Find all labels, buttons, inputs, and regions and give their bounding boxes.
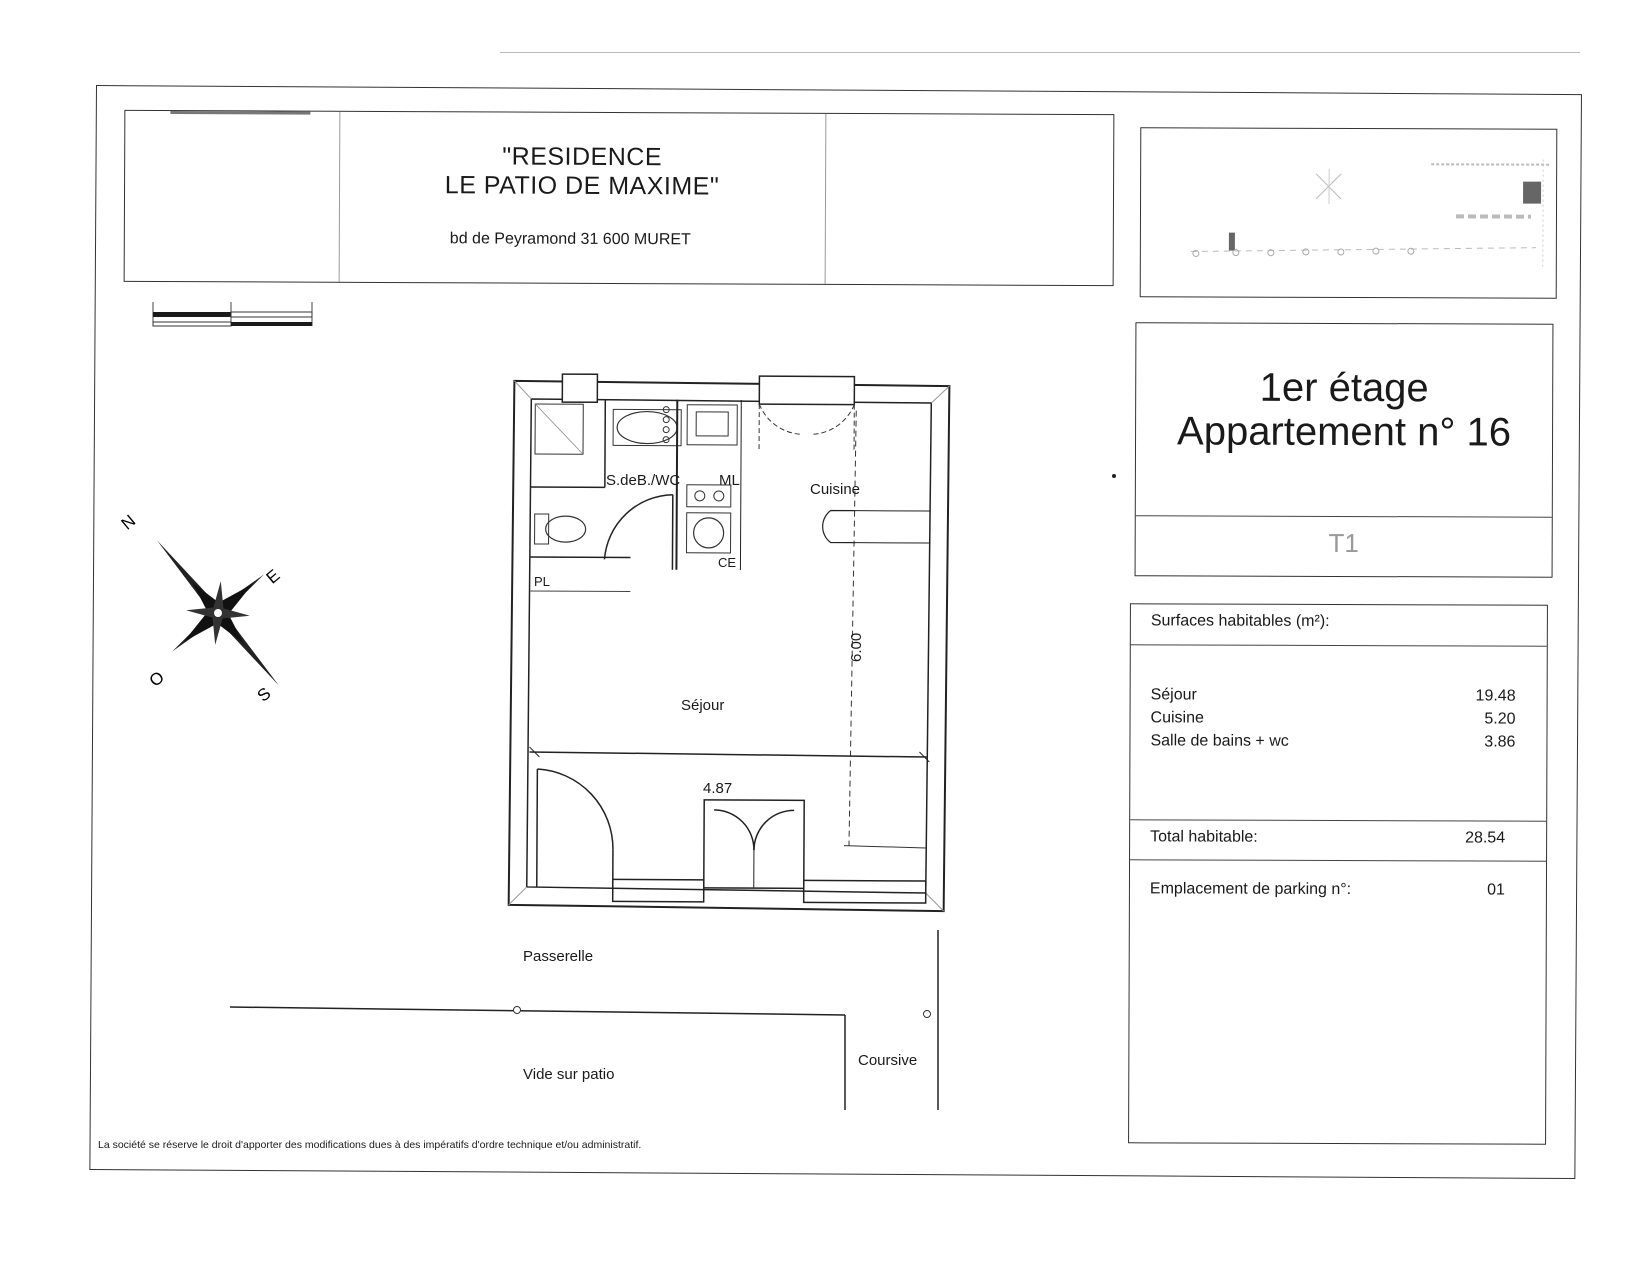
key-plan-sketch	[1141, 128, 1559, 299]
surface-row	[1151, 686, 1516, 710]
label-void: Vide sur patio	[523, 1066, 615, 1083]
room-label-kitchen: Cuisine	[810, 481, 861, 498]
surfaces-heading: Surfaces habitables (m²):	[1150, 612, 1330, 630]
surface-row-label: Salle de bains + wc	[1150, 732, 1289, 750]
surface-row-value: 19.48	[1475, 687, 1516, 705]
surface-row	[1150, 709, 1515, 733]
surface-row	[1150, 732, 1515, 756]
compass-rose	[108, 500, 298, 710]
room-label-cupboard: PL	[534, 574, 550, 589]
room-label-living: Séjour	[681, 697, 725, 714]
floor-plan	[500, 370, 960, 930]
floor-label: 1er étage	[1259, 365, 1429, 411]
total-value: 28.54	[1465, 829, 1506, 847]
compass-star-icon	[108, 500, 298, 710]
total-label: Total habitable:	[1150, 828, 1258, 846]
surface-row-value: 5.20	[1484, 710, 1516, 728]
unit-info-box	[1135, 322, 1554, 577]
top-scan-line	[500, 52, 1580, 53]
compass-north: N	[117, 511, 140, 534]
total-divider-bottom	[1130, 859, 1546, 861]
surfaces-box	[1128, 603, 1548, 1144]
surface-row-value: 3.86	[1484, 733, 1516, 751]
unit-type-divider	[1136, 515, 1552, 517]
scale-bar	[152, 300, 314, 330]
scale-bar-graphic	[152, 300, 314, 330]
dimension-depth: 6.00	[848, 632, 865, 662]
label-gallery: Coursive	[858, 1052, 918, 1069]
parking-label: Emplacement de parking n°:	[1149, 880, 1352, 899]
label-walkway: Passerelle	[523, 948, 594, 965]
surfaces-list	[1150, 686, 1515, 756]
surfaces-heading-divider	[1131, 644, 1547, 646]
key-plan-box	[1140, 127, 1558, 298]
residence-title-line2: LE PATIO DE MAXIME"	[444, 171, 720, 201]
parking-row	[1150, 880, 1505, 904]
dimension-width: 4.87	[703, 780, 733, 797]
compass-south: S	[253, 683, 275, 706]
compass-east: E	[262, 565, 284, 588]
disclaimer-text: La société se réserve le droit d'apporter des modifications dues à des impératifs d'ordre technique et/ou administratif.	[98, 1139, 642, 1151]
stray-dot	[1112, 474, 1116, 478]
unit-type: T1	[1328, 527, 1359, 559]
floor-plan-drawing	[500, 370, 960, 930]
surface-row-label: Séjour	[1150, 686, 1197, 704]
title-corner-mark	[170, 111, 310, 115]
room-label-water-heater: CE	[718, 555, 737, 570]
residence-title-line1: "RESIDENCE	[502, 142, 663, 172]
total-row	[1150, 828, 1505, 852]
residence-address: bd de Peyramond 31 600 MURET	[449, 230, 691, 249]
room-label-washer: ML	[719, 472, 740, 489]
apartment-label: Appartement n° 16	[1176, 409, 1512, 455]
compass-west: O	[145, 667, 168, 691]
surface-row-label: Cuisine	[1150, 709, 1204, 727]
parking-value: 01	[1487, 881, 1505, 899]
plan-outer-wall	[509, 381, 950, 911]
total-divider-top	[1130, 819, 1546, 821]
room-label-bathroom: S.deB./WC	[606, 472, 681, 489]
title-block	[124, 110, 1115, 286]
